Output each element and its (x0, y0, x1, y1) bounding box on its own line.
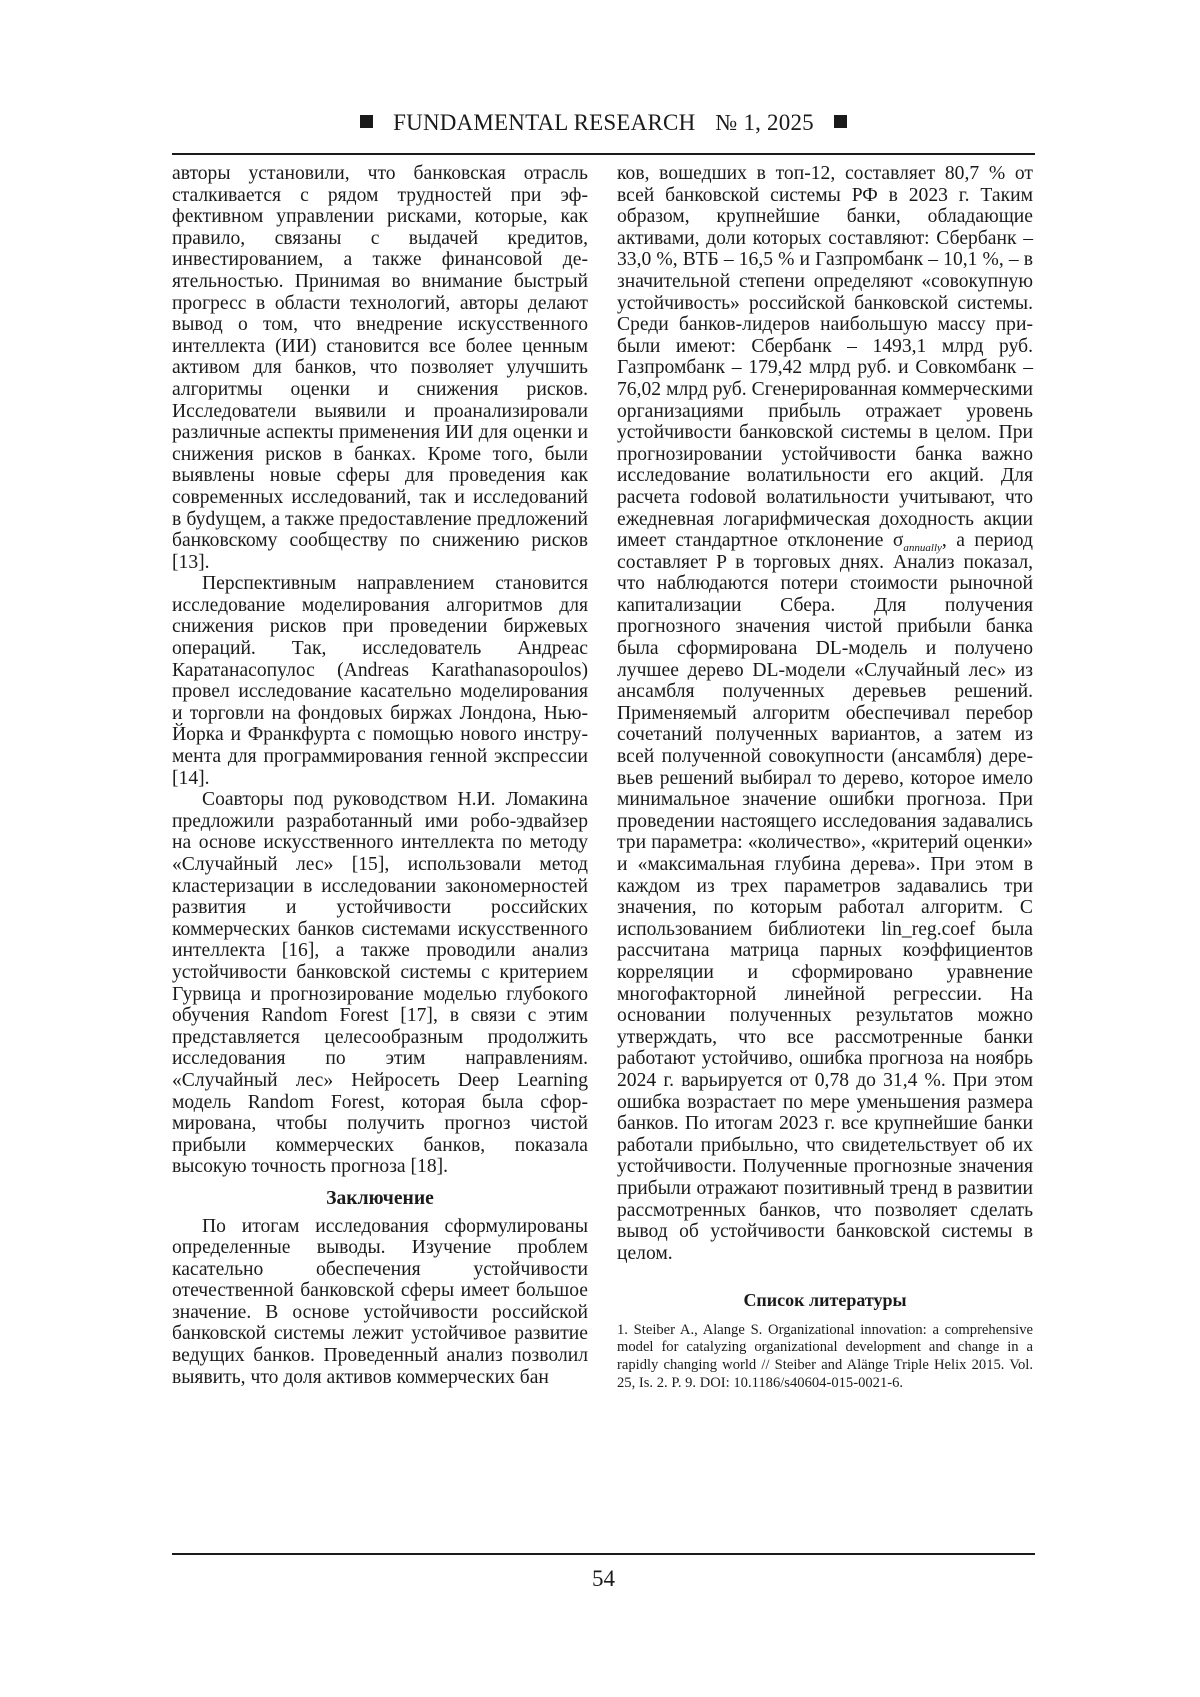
paragraph (617, 163, 1033, 1264)
journal-issue: № 1, 2025 (715, 110, 814, 135)
sigma-subscript: annually (903, 542, 942, 555)
running-header (172, 110, 1035, 150)
header-rule (172, 153, 1035, 155)
header-square-left-icon (360, 115, 373, 128)
paragraph: Соавторы под руководством Н.И. Ломакина предложили разработанный ими робо-эдвайзер на основе искусственного интеллекта по методу «Случайный лес» [15], использовали метод кластеризации в исследовании закономерностей развития и устойчивости российских коммерческих банков системами искусственного интеллекта [16], а также проводили анализ устойчивости банковской системы с критерием Гурвица и прогнозирование моделью глубокого обучения Random Forest [17], в связи с этим представляется целесообразным продолжить исследования по этим направлениям. «Случайный лес» Нейросеть Deep Learning модель Random Forest, которая была сформирована, чтобы получить прогноз чистой прибыли коммерческих банков, показала высокую точность прогноза [18]. (172, 789, 588, 1178)
paragraph: авторы установили, что банковская отрасль сталкивается с рядом трудностей при эффективном управлении рисками, которые, как правило, связаны с выдачей кредитов, инвестированием, а также финансовой деятельностью. Принимая во внимание быстрый прогресс в области технологий, авторы делают вывод о том, что внедрение искусственного интеллекта (ИИ) становится все более ценным активом для банков, что позволяет улучшить алгоритмы оценки и снижения рисков. Исследователи выявили и проанализировали различные аспекты применения ИИ для оценки и снижения рисков в банках. Кроме того, были выявлены новые сферы для проведения как современных исследований, так и исследований в буdущем, а также предоставление предложений банковскому сообществу по снижению рисков [13]. (172, 163, 588, 573)
page-number: 54 (592, 1566, 615, 1591)
section-heading-references: Список литературы (743, 1290, 907, 1311)
right-column (617, 163, 1033, 1392)
section-heading-conclusion: Заключение (326, 1187, 434, 1209)
paragraph: Перспективным направлением становится исследование моделирования алгоритмов для снижения рисков при проведении биржевых операций. Так, исследователь Андреас Каратанасопулос (Andreas Karathanasopoulos) провел исследование касательно моделирования и торговли на фондовых биржах Лондона, Нью-Йорка и Франкфурта с помощью нового инструмента для программирования генной экспрессии [14]. (172, 573, 588, 789)
reference-item: 1. Steiber A., Alange S. Organizational innovation: a comprehensive model for catalyzing organizational development and change in a rapidly changing world // Steiber and Alänge Triple Helix 2015. Vol. 25, Is. 2. P. 9. DOI: 10.1186/s40604-015-0021-6. (617, 1321, 1033, 1391)
footer-rule (172, 1553, 1035, 1555)
journal-name: FUNDAMENTAL RESEARCH (393, 110, 696, 135)
paragraph-text: , а период составляет P в торговых днях. Анализ показал, что наблюдаются потери стоимости рыночной капитализации Сбера. Для получения прогнозного значения чистой прибыли банка была сформирована DL-модель и получено лучшее дерево DL-модели «Случайный лес» из ансамбля полученных деревьев решений. Применяемый алгоритм обеспечивал перебор сочетаний полученных вариантов, а затем из всей полученной совокупности (ансамбля) деревьев решений выбирал то дерево, которое имело минимальное значение ошибки прогноза. При проведении настоящего исследования задавались три параметра: «количество», «критерий оценки» и «максимальная глубина дерева». При этом в каждом из трех параметров задавались три значения, по которым работал алгоритм. С использованием библиотеки lin_reg.coef была рассчитана матрица парных коэффициентов корреляции и сформировано уравнение многофакторной линейной регрессии. На основании полученных результатов можно утверждать, что все рассмотренные банки работают устойчиво, ошибка прогноза на ноябрь 2024 г. варьируется от 0,78 до 31,4 %. При этом ошибка возрастает по мере уменьшения размера банков. По итогам 2023 г. все крупнейшие банки работали прибыльно, что свидетельствует об их устойчивости. Полученные прогнозные значения прибыли отражают позитивный тренд в развитии рассмотренных банков, что позволяет сделать вывод об устойчивости банковской системы в целом. (617, 530, 1033, 1264)
paragraph-text: ков, вошедших в топ-12, составляет 80,7 % от всей банковской системы РФ в 2023 г. Таким образом, крупнейшие банки, обладающие активами, доли которых составляют: Сбербанк – 33,0 %, ВТБ – 16,5 % и Газпромбанк – 10,1 %, – в значительной степени определяют «совокупную устойчивость» российской банковской системы. Среди банков-лидеров наибольшую массу прибыли имеют: Сбербанк – 1493,1 млрд руб. Газпромбанк – 179,42 млрд руб. и Совкомбанк – 76,02 млрд руб. Сгенерированная коммерческими организациями прибыль отражает уровень устойчивости банковской системы в целом. При прогнозировании устойчивости банка важно исследование волатильности его акций. Для расчета гоdовой волатильности учитывают, что ежедневная логарифмическая доходность акции имеет стандартное отклонение σ (617, 163, 1033, 552)
left-column (172, 163, 588, 1388)
header-square-right-icon (834, 115, 847, 128)
paragraph: По итогам исследования сформулированы определенные выводы. Изучение проблем касательно обеспечения устойчивости отечественной банковской сферы имеет большое значение. В основе устойчивости российской банковской системы лежит устойчивое развитие ведущих банков. Проведенный анализ позволил выявить, что доля активов коммерческих бан (172, 1215, 588, 1388)
